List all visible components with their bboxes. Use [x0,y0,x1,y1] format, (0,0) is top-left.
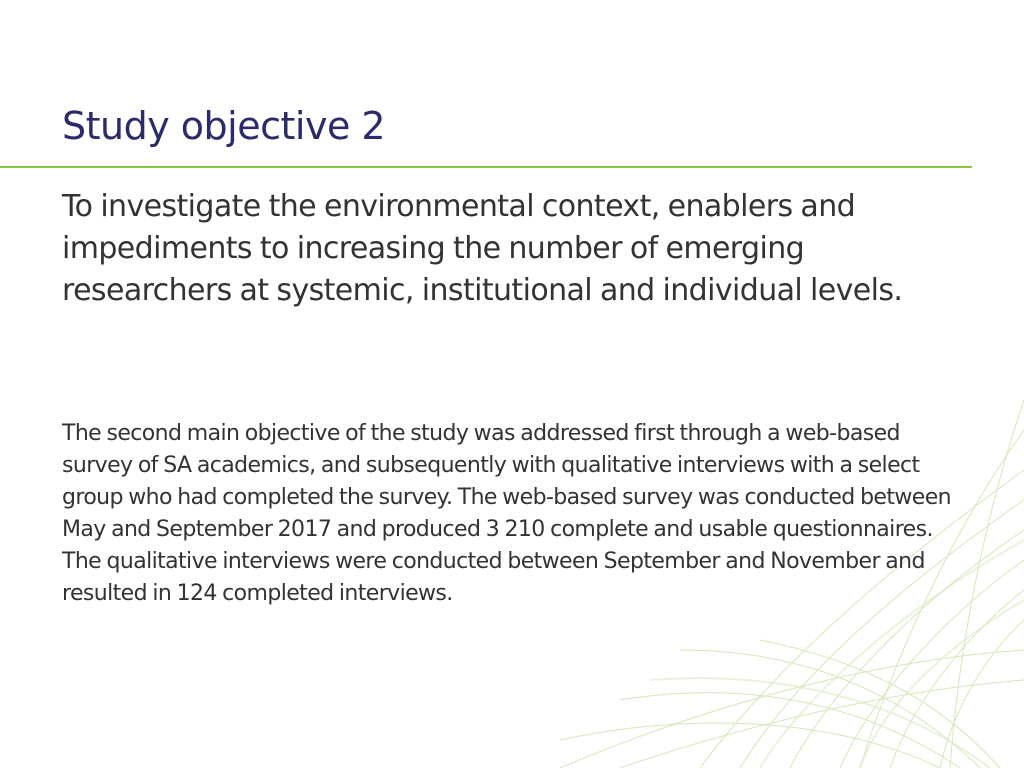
objective-statement: To investigate the environmental context, enablers and impediments to increasing the number of emerging researchers at systemic, institutional and individual levels. [62,189,903,308]
slide-title: Study objective 2 [62,104,386,148]
objective-description: The second main objective of the study was addressed first through a web-based survey of SA academics, and subsequently with qualitative interviews with a select group who had completed the survey. The web-based survey was conducted between May and September 2017 and produced 3 210 complete and usable questionnaires. The qualitative interviews were conducted between September and November and resulted in 124 completed interviews. [62,421,951,606]
title-divider [0,166,972,168]
